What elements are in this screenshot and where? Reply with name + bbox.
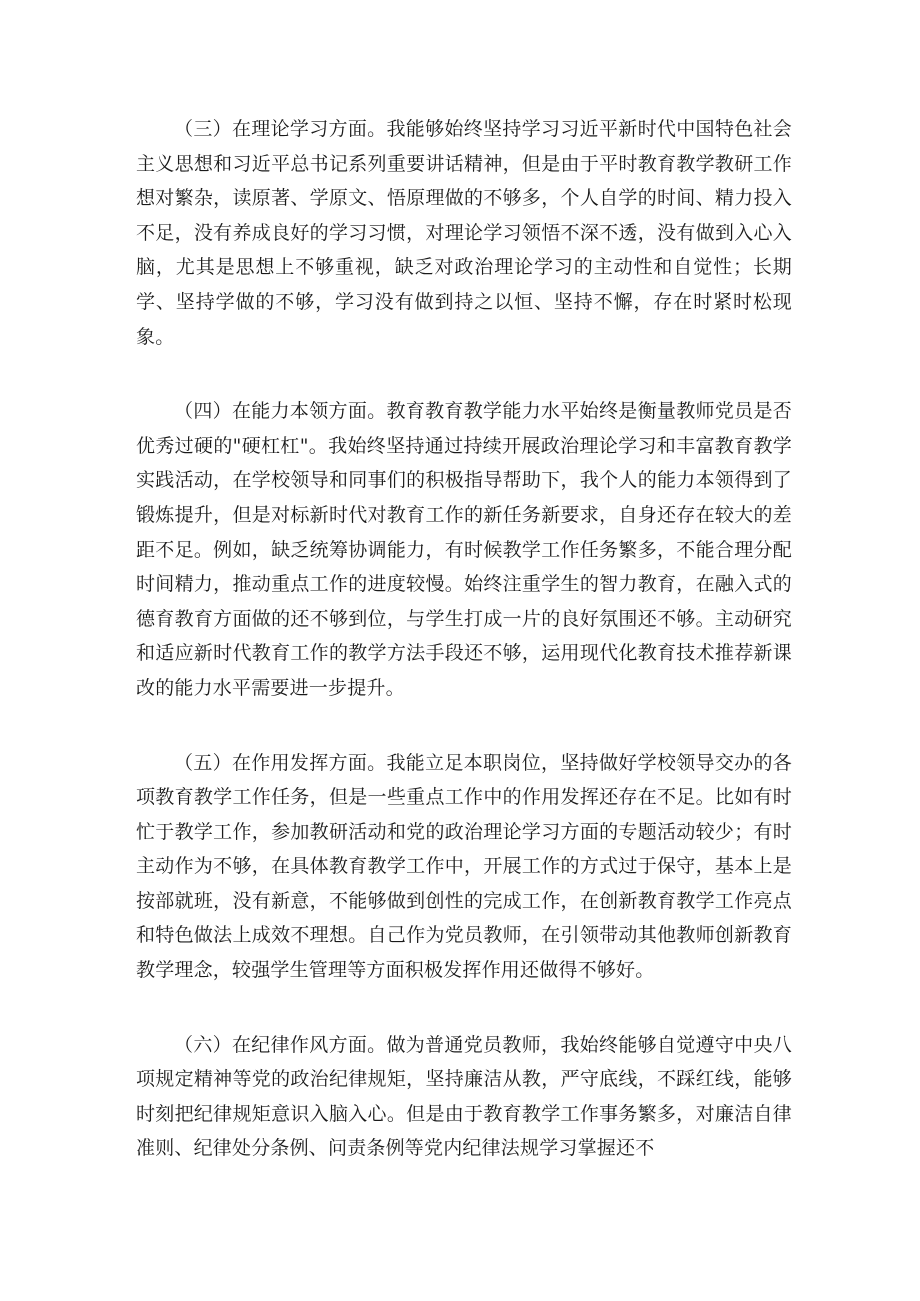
document-body (136, 112, 792, 1166)
paragraph-discipline: （六）在纪律作风方面。做为普通党员教师，我始终能够自觉遵守中央八项规定精神等党的政治纪律规矩，坚持廉洁从教，严守底线，不踩红线，能够时刻把纪律规矩意识入脑入心。但是由于教育教学工作事务繁多，对廉洁自律准则、纪律处分条例、问责条例等党内纪律法规学习掌握还不 (136, 1033, 792, 1160)
paragraph-ability: （四）在能力本领方面。教育教育教学能力水平始终是衡量教师党员是否优秀过硬的"硬杠杠"。我始终坚持通过持续开展政治理论学习和丰富教育教学实践活动，在学校领导和同事们的积极指导帮助下，我个人的能力本领得到了锻炼提升，但是对标新时代对教育工作的新任务新要求，自身还存在较大的差距不足。例如，缺乏统筹协调能力，有时候教学工作任务繁多，不能合理分配时间精力，推动重点工作的进度较慢。始终注重学生的智力教育，在融入式的德育教育方面做的还不够到位，与学生打成一片的良好氛围还不够。主动研究和适应新时代教育工作的教学方法手段还不够，运用现代化教育技术推荐新课改的能力水平需要进一步提升。 (136, 400, 792, 699)
paragraph-role: （五）在作用发挥方面。我能立足本职岗位，坚持做好学校领导交办的各项教育教学工作任务，但是一些重点工作中的作用发挥还存在不足。比如有时忙于教学工作，参加教研活动和党的政治理论学习方面的专题活动较少；有时主动作为不够，在具体教育教学工作中，开展工作的方式过于保守，基本上是按部就班，没有新意，不能够做到创性的完成工作，在创新教育教学工作亮点和特色做法上成效不理想。自己作为党员教师，在引领带动其他教师创新教育教学理念，较强学生管理等方面积极发挥作用还做得不够好。 (136, 751, 792, 982)
paragraph-theory-study: （三）在理论学习方面。我能够始终坚持学习习近平新时代中国特色社会主义思想和习近平总书记系列重要讲话精神，但是由于平时教育教学教研工作想对繁杂，读原著、学原文、悟原理做的不够多，个人自学的时间、精力投入不足，没有养成良好的学习习惯，对理论学习领悟不深不透，没有做到入心入脑，尤其是思想上不够重视，缺乏对政治理论学习的主动性和自觉性；长期学、坚持学做的不够，学习没有做到持之以恒、坚持不懈，存在时紧时松现象。 (136, 118, 792, 348)
